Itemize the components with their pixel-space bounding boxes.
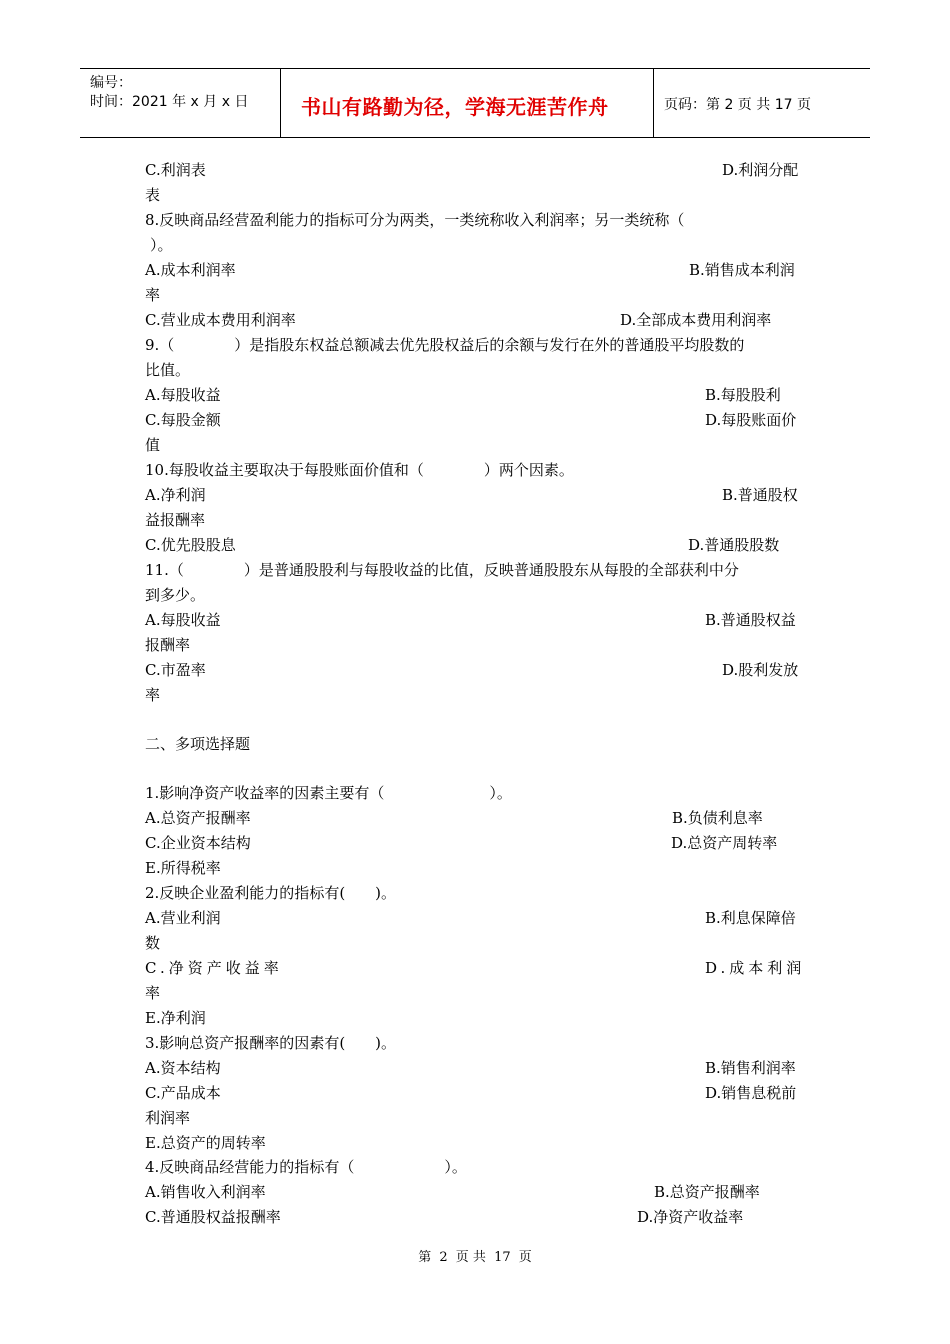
question-text: 10.每股收益主要取决于每股账面价值和（ ）两个因素。 <box>145 461 574 479</box>
document-number-label: 编号： <box>90 75 132 91</box>
option-line: D.利润分配 <box>722 161 799 179</box>
option-line: A.销售收入利润率 <box>145 1183 266 1201</box>
option-line: 值 <box>145 436 161 454</box>
question-text: 2.反映企业盈利能力的指标有( )。 <box>145 884 397 902</box>
option-line: B.利息保障倍 <box>705 909 796 927</box>
option-line: C.产品成本 <box>145 1084 221 1102</box>
document-date: 时间：2021 年 x 月 x 日 <box>90 94 249 110</box>
option-line: B.销售利润率 <box>705 1059 796 1077</box>
question-text: 4.反映商品经营能力的指标有（ ）。 <box>145 1158 467 1176</box>
option-line: C.净资产收益率 <box>145 959 283 977</box>
option-line: C.普通股权益报酬率 <box>145 1208 281 1226</box>
option-line: 表 <box>145 186 161 204</box>
question-text: 到多少。 <box>145 586 206 604</box>
question-text: 比值。 <box>145 361 191 379</box>
question-text: 11.（ ）是普通股股利与每股收益的比值，反映普通股股东从每股的全部获利中分 <box>145 561 739 579</box>
footer-page-number: 2 <box>439 1250 448 1265</box>
question-text: 3.影响总资产报酬率的因素有( )。 <box>145 1034 397 1052</box>
question-text: 1.影响净资产收益率的因素主要有（ ）。 <box>145 784 512 802</box>
section-heading: 二、多项选择题 <box>145 735 251 753</box>
page-header <box>80 68 870 138</box>
header-motto: 书山有路勤为径，学海无涯苦作舟 <box>301 95 609 119</box>
option-line: C.每股金额 <box>145 411 221 429</box>
option-line: E.总资产的周转率 <box>145 1134 266 1152</box>
option-line: A.成本利润率 <box>145 261 236 279</box>
header-meta-cell <box>80 69 281 137</box>
option-line: C.利润表 <box>145 161 206 179</box>
option-line: B.销售成本利润 <box>689 261 795 279</box>
header-motto-cell <box>281 69 654 137</box>
header-page-cell <box>654 69 870 137</box>
option-line: C.优先股股息 <box>145 536 236 554</box>
footer-total-pages: 17 <box>494 1250 511 1265</box>
option-line: A.每股收益 <box>145 386 221 404</box>
option-line: A.总资产报酬率 <box>145 809 251 827</box>
option-line: D.净资产收益率 <box>637 1208 744 1226</box>
option-line: E.净利润 <box>145 1009 206 1027</box>
option-line: D.每股账面价 <box>705 411 797 429</box>
option-line: 率 <box>145 984 161 1002</box>
option-line: C.营业成本费用利润率 <box>145 311 296 329</box>
option-line: D.销售息税前 <box>705 1084 797 1102</box>
option-line: A.营业利润 <box>145 909 221 927</box>
page-footer <box>0 1246 950 1265</box>
option-line: B.普通股权益 <box>705 611 796 629</box>
option-line: D.全部成本费用利润率 <box>620 311 772 329</box>
question-text: 9.（ ）是指股东权益总额减去优先股权益后的余额与发行在外的普通股平均股数的 <box>145 336 745 354</box>
option-line: C.市盈率 <box>145 661 206 679</box>
option-line: B.每股股利 <box>705 386 781 404</box>
option-line: 报酬率 <box>145 636 191 654</box>
footer-prefix: 第 <box>418 1250 432 1265</box>
option-line: C.企业资本结构 <box>145 834 251 852</box>
footer-mid: 页 共 <box>455 1250 486 1265</box>
option-line: D.总资产周转率 <box>671 834 778 852</box>
option-line: 利润率 <box>145 1109 191 1127</box>
question-text: 8.反映商品经营盈利能力的指标可分为两类，一类统称收入利润率；另一类统称（ <box>145 211 685 229</box>
option-line: B.总资产报酬率 <box>654 1183 760 1201</box>
option-line: A.资本结构 <box>145 1059 221 1077</box>
option-line: D.成本利润 <box>705 959 806 977</box>
option-line: D.普通股股数 <box>688 536 780 554</box>
option-line: 益报酬率 <box>145 511 206 529</box>
header-page-info: 页码：第 2 页 共 17 页 <box>664 97 811 113</box>
footer-suffix: 页 <box>518 1250 532 1265</box>
option-line: B.负债利息率 <box>672 809 763 827</box>
option-line: E.所得税率 <box>145 859 221 877</box>
question-text: ）。 <box>150 236 173 254</box>
option-line: D.股利发放 <box>722 661 799 679</box>
option-line: 率 <box>145 686 161 704</box>
option-line: B.普通股权 <box>722 486 798 504</box>
option-line: 数 <box>145 934 161 952</box>
option-line: 率 <box>145 286 161 304</box>
option-line: A.净利润 <box>145 486 206 504</box>
option-line: A.每股收益 <box>145 611 221 629</box>
